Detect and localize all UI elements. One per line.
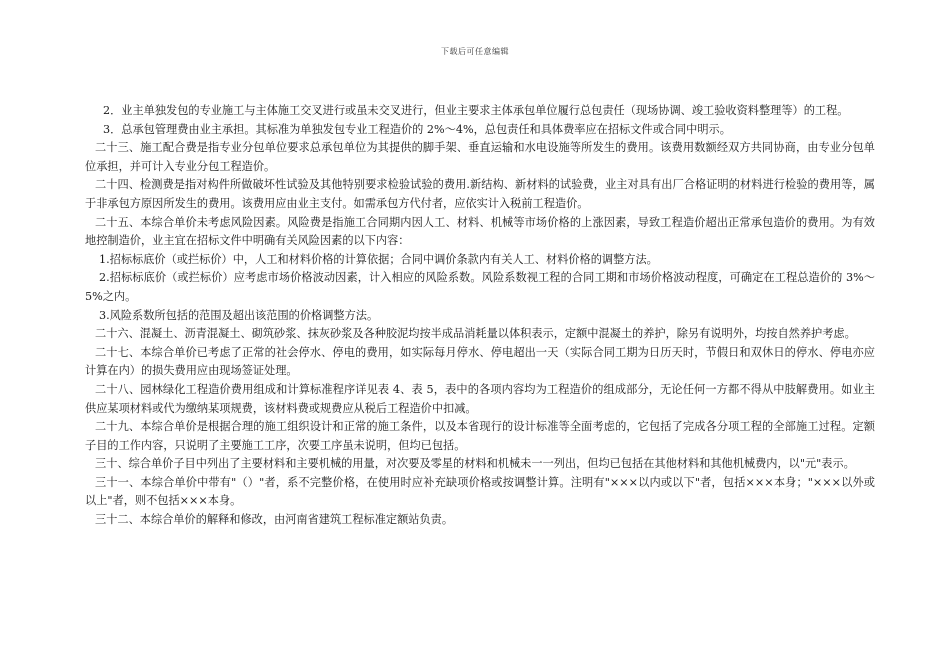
paragraph: 二十五、本综合单价未考虑风险因素。风险费是指施工合同期内因人工、材料、机械等市场价格的上涨因素，导致工程造价超出正常承包造价的费用。为有效地控制造价，业主宜在招标文件中明确有关风险因素的以下内容： bbox=[85, 215, 875, 248]
paragraph: 3．总承包管理费由业主承担。其标准为单独发包专业工程造价的 2%～4%，总包责任和具体费率应在招标文件或合同中明示。 bbox=[103, 122, 731, 136]
paragraph: 2．业主单独发包的专业施工与主体施工交叉进行或虽未交叉进行，但业主要求主体承包单位履行总包责任（现场协调、竣工验收资料整理等）的工程。 bbox=[103, 104, 849, 117]
paragraph: 二十七、本综合单价已考虑了正常的社会停水、停电的费用，如实际每月停水、停电超出一天（实际合同工期为日历天时，节假日和双休日的停水、停电亦应计算在内）的损失费用应由现场签证处理。 bbox=[85, 345, 875, 378]
paragraph: 三十一、本综合单价中带有"（）"者，系不完整价格，在使用时应补充缺项价格或按调整计算。注明有"×××以内或以下"者，包括×××本身；"×××以外或以上"者，则不包括×××本身。 bbox=[85, 475, 875, 508]
paragraph: 二十六、混凝土、沥青混凝土、砌筑砂浆、抹灰砂浆及各种胶泥均按半成品消耗量以体积表示，定额中混凝土的养护，除另有说明外，均按自然养护考虑。 bbox=[95, 327, 856, 341]
paragraph: 三十二、本综合单价的解释和修改，由河南省建筑工程标准定额站负责。 bbox=[95, 513, 454, 527]
paragraph: 二十九、本综合单价是根据合理的施工组织设计和正常的施工条件，以及本省现行的设计标准等全面考虑的，它包括了完成各分项工程的全部施工过程。定额子目的工作内容，只说明了主要施工工序，次要工序虽未说明，但均已包括。 bbox=[85, 420, 875, 452]
paragraph: 3.风险系数所包括的范围及超出该范围的价格调整方法。 bbox=[99, 308, 379, 322]
paragraph: 二十八、园林绿化工程造价费用组成和计算标准程序详见表 4、表 5，表中的各项内容均为工程造价的组成部分，无论任何一方都不得从中肢解费用。如业主供应某项材料或代为缴纳某项规费，该材料费或规费应从税后工程造价中扣减。 bbox=[85, 382, 875, 415]
paragraph: 2.招标标底价（或拦标价）应考虑市场价格波动因素，计入相应的风险系数。风险系数视工程的合同工期和市场价格波动程度，可确定在工程总造价的 3%～5%之内。 bbox=[85, 271, 875, 303]
document-body bbox=[85, 102, 875, 530]
paragraph: 三十、综合单价子目中列出了主要材料和主要机械的用量，对次要及零星的材料和机械未一一列出，但均已包括在其他材料和其他机械费内，以"元"表示。 bbox=[95, 457, 855, 471]
paragraph: 二十三、施工配合费是指专业分包单位要求总承包单位为其提供的脚手架、垂直运输和水电设施等所发生的费用。该费用数额经双方共同协商，由专业分包单位承担，并可计入专业分包工程造价。 bbox=[85, 141, 875, 173]
paragraph: 1.招标标底价（或拦标价）中，人工和材料价格的计算依据；合同中调价条款内有关人工、材料价格的调整方法。 bbox=[99, 252, 658, 266]
paragraph: 二十四、检测费是指对构件所做破坏性试验及其他特别要求检验试验的费用.新结构、新材料的试验费，业主对具有出厂合格证明的材料进行检验的费用等，属于非承包方原因所发生的费用。该费用应由业主支付。如需承包方代付者，应依实计入税前工程造价。 bbox=[85, 178, 875, 210]
page-header: 下载后可任意编辑 bbox=[441, 47, 509, 56]
